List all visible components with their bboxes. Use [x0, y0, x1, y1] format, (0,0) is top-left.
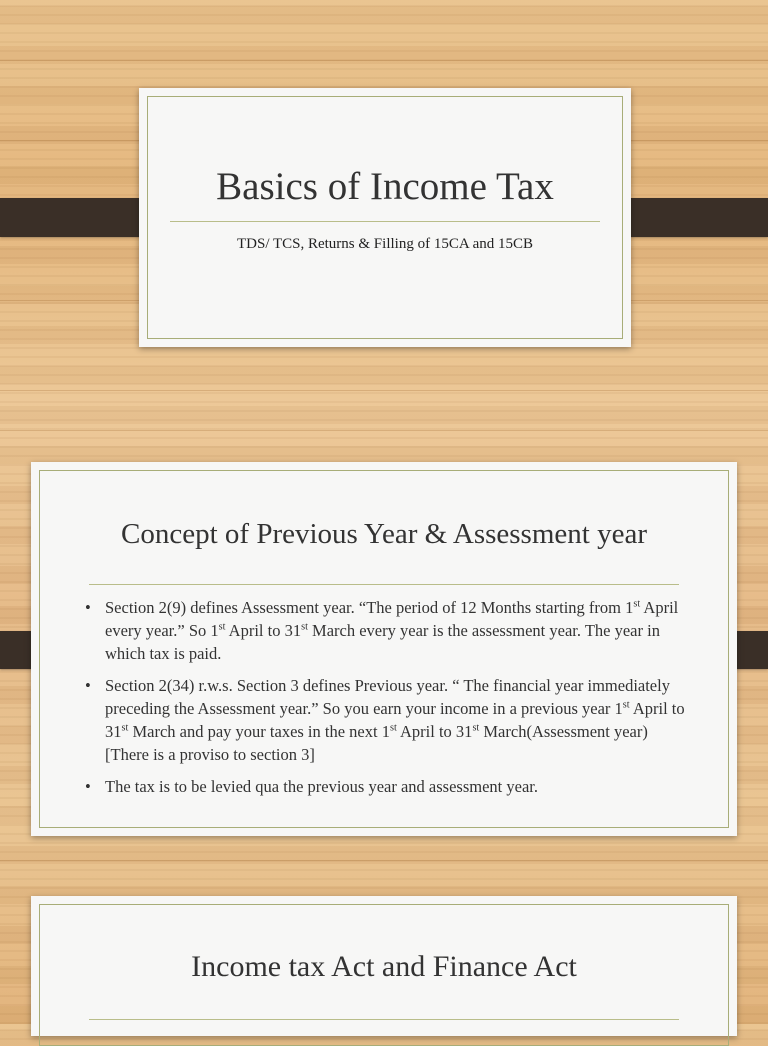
concept-slide	[31, 462, 737, 836]
bullet-item	[85, 775, 685, 798]
bullet-item	[85, 674, 685, 766]
slide1-strap-right	[612, 198, 768, 237]
bullet-item	[85, 596, 685, 665]
slide-title: Concept of Previous Year & Assessment year	[121, 518, 647, 550]
slide-title: Basics of Income Tax	[216, 165, 554, 208]
slide1-strap-left	[0, 198, 156, 237]
bullet-text: Section 2(9) defines Assessment year. “The period of 12 Months starting from 1st April every year.” So 1st April to 31st March every year is the assessment year. The year in which tax is paid.	[105, 598, 679, 663]
bullet-text: The tax is to be levied qua the previous year and assessment year.	[105, 777, 538, 796]
title-divider	[170, 221, 600, 222]
title-divider	[89, 1019, 679, 1020]
finance-act-slide	[31, 896, 737, 1036]
slide-subtitle: TDS/ TCS, Returns & Filling of 15CA and 15CB	[236, 236, 533, 252]
title-slide	[139, 88, 631, 347]
title-divider	[89, 584, 679, 585]
bullet-list	[85, 596, 685, 807]
slide-title: Income tax Act and Finance Act	[191, 950, 577, 983]
title-slide-frame	[147, 96, 623, 339]
bullet-text: Section 2(34) r.w.s. Section 3 defines Previous year. “ The financial year immediately preceding the Assessment year.” So you earn your income in a previous year 1st April to 31st March and pay your taxes in the next 1st April to 31st March(Assessment year)[There is a proviso to section 3]	[105, 676, 685, 764]
